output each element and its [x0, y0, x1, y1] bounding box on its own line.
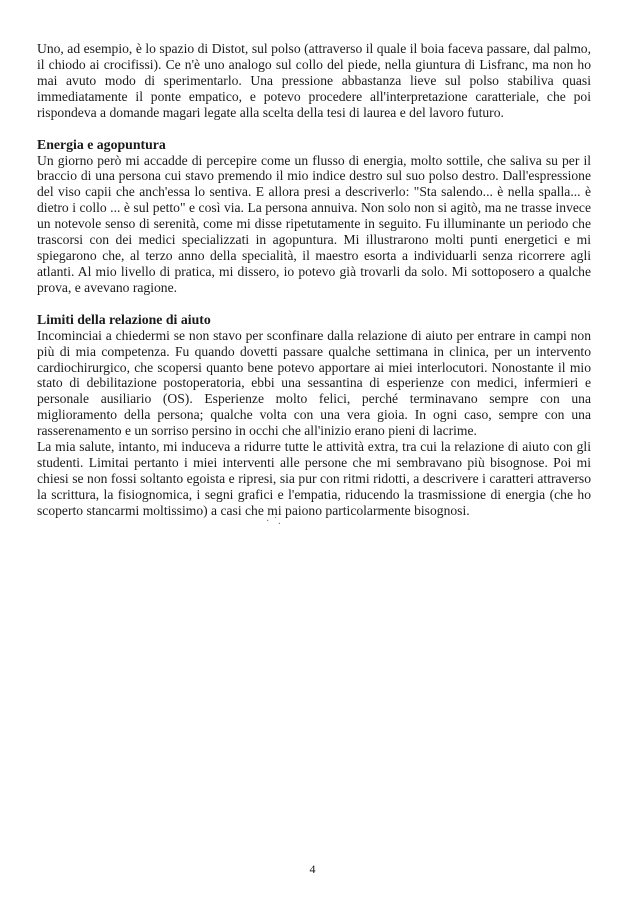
- section-limiti-relazione: [37, 312, 591, 519]
- page-number: 4: [309, 862, 316, 876]
- section-heading: Energia e agopuntura: [37, 136, 166, 152]
- paragraph: Incominciai a chiedermi se non stavo per sconfinare dalla relazione di aiuto per entrare in campi non più di mia competenza. Fu quando dovetti passare qualche settimana in clinica, per un intervento cardiochirurgico, che scopersi quanto bene potevo apportare ai miei interlocutori. Nonostante il mio stato di debilitazione postoperatoria, ebbi una sessantina di esperienze con medici, infermieri e personale ausiliario (OS). Esperienze molto felici, perché terminavano sempre con una miglioramento della persona; qualche volta con una vera gioia. In ogni caso, sempre con una rasserenamento e un sorriso persino in occhi che all'inizio erano pieni di lacrime.: [37, 327, 591, 439]
- section-energia-agopuntura: [37, 137, 591, 296]
- spacer: [37, 296, 591, 312]
- document-page: [37, 41, 591, 519]
- paragraph: Uno, ad esempio, è lo spazio di Distot, sul polso (attraverso il quale il boia faceva passare, dal palmo, il chiodo ai crocifissi). Ce n'è uno analogo sul collo del piede, nella giuntura di Lisfranc, ma non ho mai avuto modo di sperimentarlo. Una pressione abbastanza lieve sul polso stabiliva quasi immediatamente il ponte empatico, e potevo procedere all'interpretazione caratteriale, che poi rispondeva a domande magari legate alla scelta della tesi di laurea e del lavoro futuro.: [37, 41, 591, 120]
- paragraph: La mia salute, intanto, mi induceva a ridurre tutte le attività extra, tra cui la relazione di aiuto con gli studenti. Limitai pertanto i miei interventi alle persone che mi sembravano più bisognose. Poi mi chiesi se non fossi soltanto egoista e ripresi, sia pur con ritmi ridotti, a descrivere i caratteri attraverso la scrittura, la fisiognomica, i segni grafici e l'empatia, riducendo la trasmissione di energia (che ho scoperto stancarmi moltissimo) a casi che mi paiono particolarmente bisognosi.: [37, 439, 591, 518]
- section-intro: [37, 41, 591, 121]
- spacer: [37, 121, 591, 137]
- paragraph: Un giorno però mi accadde di percepire come un flusso di energia, molto sottile, che saliva su per il braccio di una persona cui stavo premendo il mio indice destro sul suo polso destro. Dall'espressione del viso capii che anch'essa lo sentiva. E allora presi a descriverlo: "Sta salendo... è nella spalla... è dietro i collo ... è sul petto" e così via. La persona annuiva. Non solo non si agitò, ma ne trasse invece un notevole senso di serenità, come mi disse ripetutamente in seguito. Fu illuminante un periodo che trascorsi con dei medici specializzati in agopuntura. Mi illustrarono molti punti energetici e mi spiegarono che, al terzo anno della specialità, il maestro esorta a individuarli senza ricorrere agli atlanti. Al mio livello di pratica, mi dissero, io potevo già trovarli da solo. Mi sottoposero a qualche prova, e avevano ragione.: [37, 152, 591, 295]
- scan-smudge: · ˙.: [266, 516, 282, 527]
- section-heading: Limiti della relazione di aiuto: [37, 311, 211, 327]
